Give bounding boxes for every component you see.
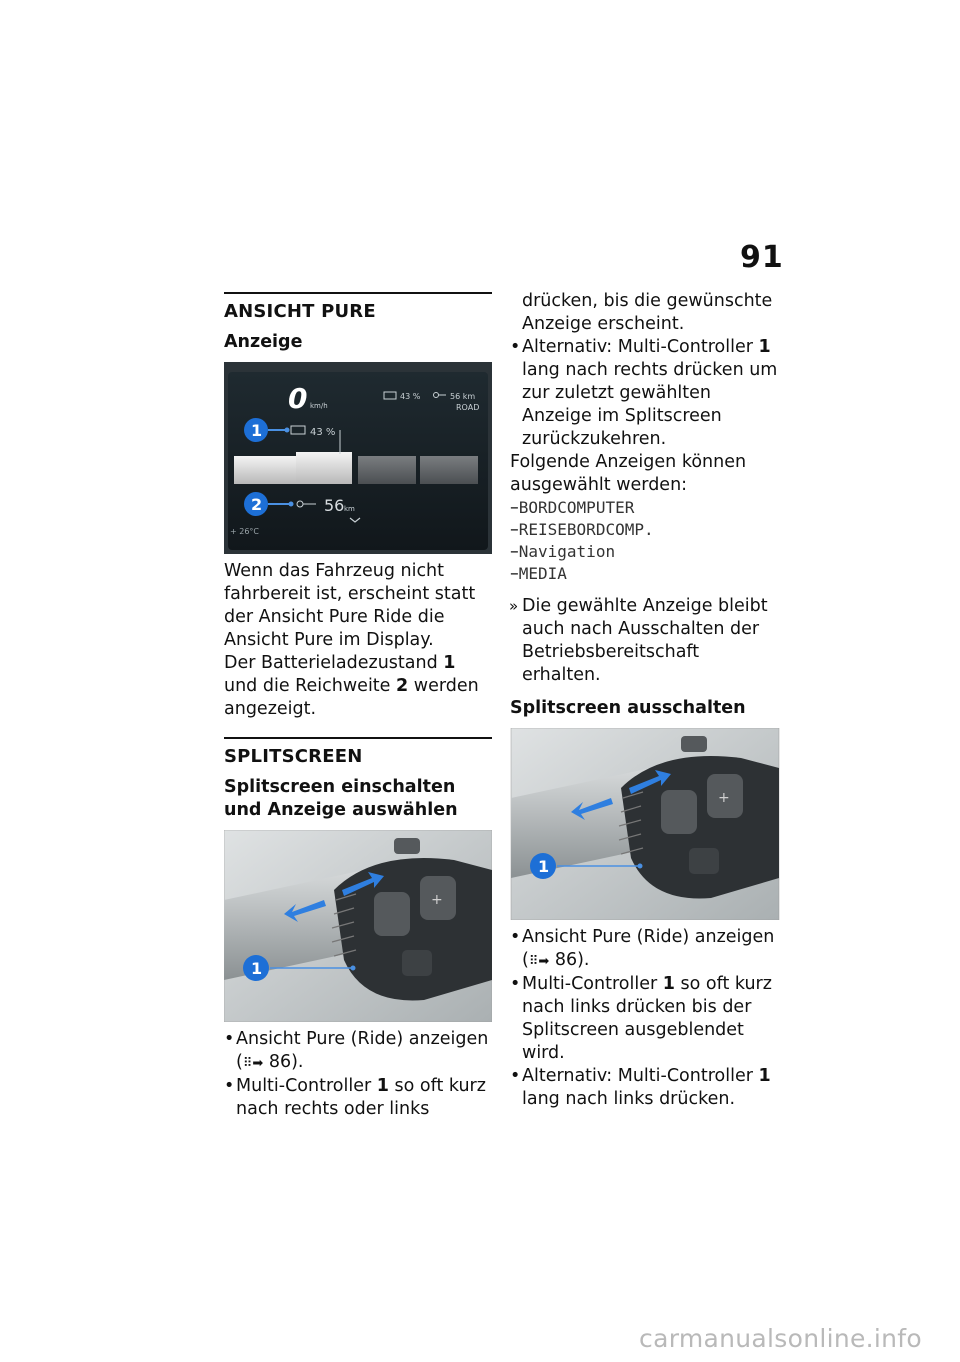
bullet-show-pure: • Ansicht Pure (Ride) anzeigen (⠿➡ 86).: [510, 926, 778, 973]
section-title-splitscreen: SPLITSCREEN: [224, 746, 363, 767]
paragraph-pure-info: Wenn das Fahrzeug nicht fahrbereit ist, erscheint statt der Ansicht Pure Ride die Ansicht Pure im Display.: [224, 561, 476, 650]
arrow-ref-icon: ⠿➡: [242, 1056, 264, 1071]
result-note: » Die gewählte Anzeige bleibt auch nach Ausschalten der Betriebsbereitschaft erhalten.: [509, 596, 768, 685]
subsection-title-anzeige: Anzeige: [224, 332, 303, 352]
controller-figure-left: [510, 728, 780, 920]
svg-text:+: +: [431, 892, 443, 908]
battery-percent-top: 43 %: [400, 392, 421, 401]
speed-unit: km/h: [310, 402, 328, 410]
callout-1-label: 1: [538, 857, 550, 876]
bullet-alternative-right: • Alternativ: Multi-Controller 1 lang nach rechts drücken um zur zuletzt gewählten Anzeige im Splitscreen zurückzukehren.: [510, 337, 778, 449]
callout-2-label: 2: [251, 495, 263, 514]
temperature: + 26°C: [230, 527, 260, 536]
section-rule: [224, 737, 492, 739]
callout-1-label: 1: [251, 959, 263, 978]
callout-1-label: 1: [251, 421, 263, 440]
bullet-alternative-left: • Alternativ: Multi-Controller 1 lang nach links drücken.: [510, 1066, 771, 1109]
right-column: [510, 290, 778, 1111]
display-figure: [224, 362, 492, 554]
paragraph-battery-range: Der Batterieladezustand 1 und die Reichweite 2 werden angezeigt.: [224, 653, 479, 719]
paragraph-continue: drücken, bis die gewünschte Anzeige erscheint.: [522, 291, 773, 334]
range-value: 56: [324, 496, 345, 515]
range-top: 56 km: [450, 392, 476, 401]
svg-text:+: +: [718, 790, 730, 806]
page-number: 91: [740, 240, 784, 275]
bullet-show-pure: • Ansicht Pure (Ride) anzeigen (⠿➡ 86).: [224, 1028, 492, 1075]
left-column: [224, 292, 492, 1121]
bullet-multi-controller-left: • Multi-Controller 1 so oft kurz nach links drücken bis der Splitscreen ausgeblendet wird.: [510, 974, 772, 1063]
footer-watermark[interactable]: carmanualsonline.info: [639, 1324, 922, 1353]
list-item: –MEDIA: [510, 564, 567, 584]
paragraph-options: Folgende Anzeigen können ausgewählt werden:: [510, 452, 747, 495]
ride-mode: ROAD: [456, 403, 480, 412]
section-rule: [224, 292, 492, 294]
subsection-title-splitscreen-on: Splitscreen einschalten und Anzeige auswählen: [224, 777, 458, 820]
speed-value: 0: [288, 382, 308, 415]
battery-percent: 43 %: [310, 427, 336, 438]
range-unit: km: [344, 505, 355, 513]
list-item: –Navigation: [510, 542, 616, 562]
bullet-multi-controller: • Multi-Controller 1 so oft kurz nach rechts oder links: [224, 1076, 486, 1119]
list-item: –REISEBORDCOMP.: [510, 520, 654, 540]
display-options-list: [510, 497, 778, 585]
arrow-ref-icon: ⠿➡: [528, 954, 550, 969]
controller-figure-right: [224, 830, 492, 1022]
subsection-title-splitscreen-off: Splitscreen ausschalten: [510, 698, 746, 718]
section-title-ansicht-pure: ANSICHT PURE: [224, 301, 376, 322]
list-item: –BORDCOMPUTER: [510, 498, 635, 518]
